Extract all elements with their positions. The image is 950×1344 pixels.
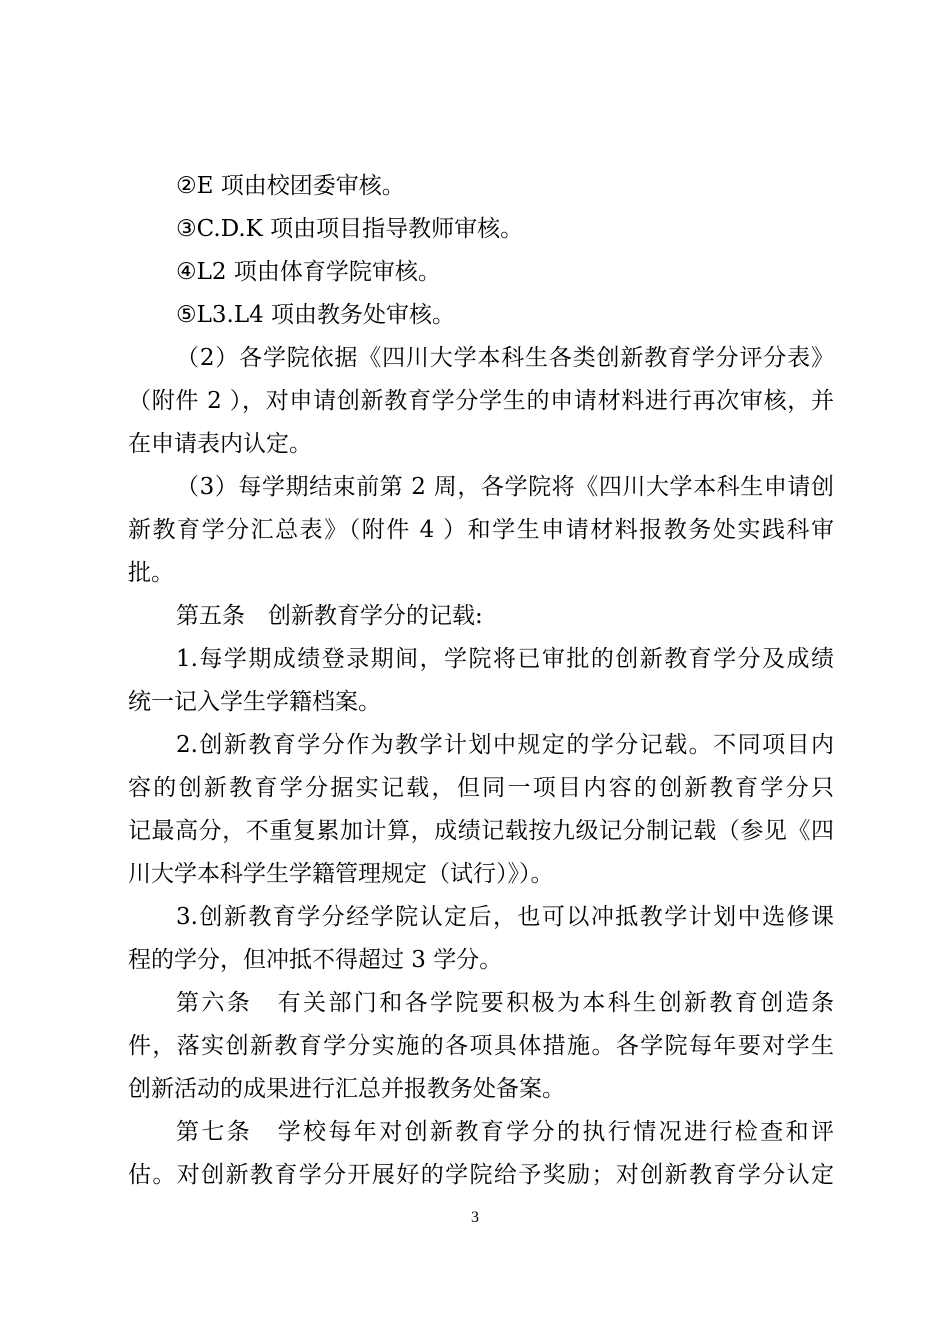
- page-number: 3: [471, 1209, 479, 1226]
- text-line: 批。: [128, 560, 174, 586]
- text-line: ④L2 项由体育学院审核。: [176, 259, 441, 285]
- text-line: 记最高分，不重复累加计算，成绩记载按九级记分制记载（参见《四: [128, 818, 834, 844]
- text-line: 估。对创新教育学分开展好的学院给予奖励；对创新教育学分认定: [128, 1162, 834, 1188]
- text-line: 容的创新教育学分据实记载，但同一项目内容的创新教育学分只: [128, 775, 834, 801]
- text-line: （2）各学院依据《四川大学本科生各类创新教育学分评分表》: [176, 345, 834, 371]
- text-line: 件，落实创新教育学分实施的各项具体措施。各学院每年要对学生: [128, 1033, 834, 1059]
- text-line: 统一记入学生学籍档案。: [128, 689, 381, 715]
- text-line: 创新活动的成果进行汇总并报教务处备案。: [128, 1076, 565, 1102]
- text-line: ②E 项由校团委审核。: [176, 173, 405, 199]
- text-line: ⑤L3.L4 项由教务处审核。: [176, 302, 456, 328]
- text-line: 新教育学分汇总表》（附件 4 ）和学生申请材料报教务处实践科审: [128, 517, 834, 543]
- text-line: 3.创新教育学分经学院认定后，也可以冲抵教学计划中选修课: [176, 904, 834, 930]
- section-heading: 第五条 创新教育学分的记载:: [176, 603, 483, 629]
- text-line: 程的学分，但冲抵不得超过 3 学分。: [128, 947, 503, 973]
- text-line: ③C.D.K 项由项目指导教师审核。: [176, 216, 524, 242]
- text-line: （附件 2 ），对申请创新教育学分学生的申请材料进行再次审核，并: [128, 388, 834, 414]
- text-line: （3）每学期结束前第 2 周，各学院将《四川大学本科生申请创: [176, 474, 834, 500]
- text-line: 1.每学期成绩登录期间，学院将已审批的创新教育学分及成绩: [176, 646, 834, 672]
- text-line: 在申请表内认定。: [128, 431, 312, 457]
- text-line: 川大学本科学生学籍管理规定（试行）》）。: [128, 861, 554, 887]
- text-line: 第七条 学校每年对创新教育学分的执行情况进行检查和评: [176, 1119, 834, 1145]
- text-line: 第六条 有关部门和各学院要积极为本科生创新教育创造条: [176, 990, 834, 1016]
- text-line: 2.创新教育学分作为教学计划中规定的学分记载。不同项目内: [176, 732, 834, 758]
